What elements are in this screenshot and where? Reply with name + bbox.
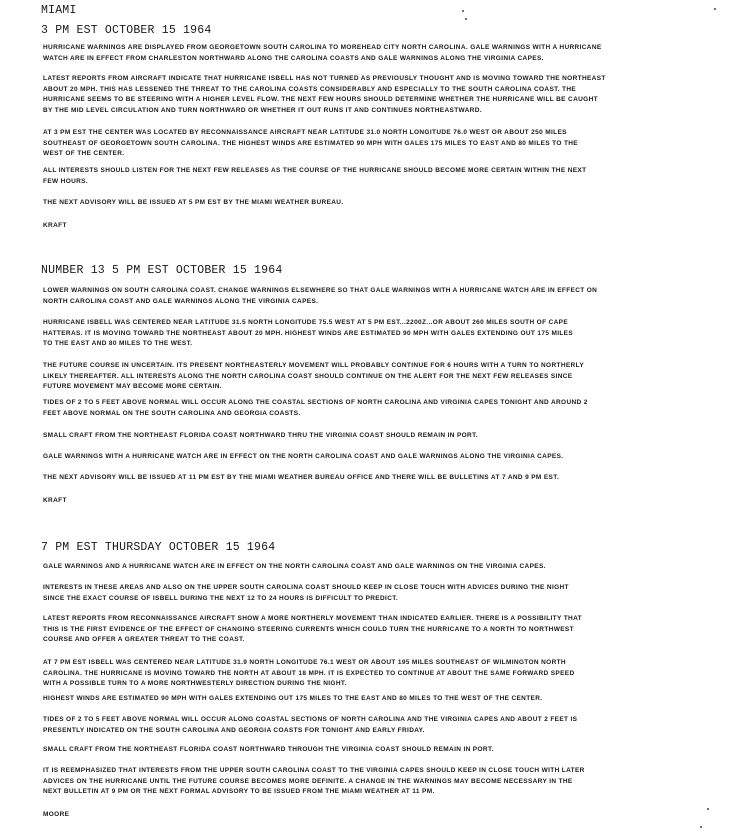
scan-speck <box>714 8 716 10</box>
bulletin-3-para-8: IT IS REEMPHASIZED THAT INTERESTS FROM THE UPPER SOUTH CAROLINA COAST TO THE VIRGINIA CAPES SHOULD KEEP IN CLOSE TOUCH WITH LATER ADVICES ON THE HURRICANE UNTIL THE FUTURE COURSE BECOMES MORE DEFINITE. A CHANGE IN THE WARNINGS MAY BECOME NECESSARY IN THE NEXT BULLETIN AT 9 PM OR THE NEXT FORMAL ADVISORY TO BE ISSUED FROM THE MIAMI WEATHER AT 11 PM. <box>43 767 585 795</box>
bulletin-2-para-6: GALE WARNINGS WITH A HURRICANE WATCH ARE IN EFFECT ON THE NORTH CAROLINA COAST AND GALE WARNINGS ALONG THE VIRGINIA CAPES. <box>43 453 564 460</box>
bulletin-1-para-3: AT 3 PM EST THE CENTER WAS LOCATED BY RECONNAISSANCE AIRCRAFT NEAR LATITUDE 31.0 NORTH LONGITUDE 76.0 WEST OR ABOUT 250 MILES SOUTHEAST OF GEORGETOWN SOUTH CAROLINA. THE HIGHEST WINDS ARE ESTIMATED 90 MPH WITH GALES 175 MILES TO EAST AND 80 MILES TO THE WEST OF THE CENTER. <box>43 129 578 157</box>
bulletin-2-para-5: SMALL CRAFT FROM THE NORTHEAST FLORIDA COAST NORTHWARD THRU THE VIRGINIA COAST SHOULD REMAIN IN PORT. <box>43 432 478 439</box>
bulletin-3-signature: MOORE <box>43 811 70 818</box>
bulletin-3-para-3: LATEST REPORTS FROM RECONNAISSANCE AIRCRAFT SHOW A MORE NORTHERLY MOVEMENT THAN INDICATED EARLIER. THERE IS A POSSIBILITY THAT THIS IS THE FIRST EVIDENCE OF THE EFFECT OF CHANGING STEERING CURRENTS WHICH COULD TURN THE HURRICANE TO A NORTH TO NORTHWEST COURSE AND OFFER A GREATER THREAT TO THE COAST. <box>43 615 582 643</box>
bulletin-1-para-5: THE NEXT ADVISORY WILL BE ISSUED AT 5 PM EST BY THE MIAMI WEATHER BUREAU. <box>43 199 344 206</box>
bulletin-1-para-4: ALL INTERESTS SHOULD LISTEN FOR THE NEXT FEW RELEASES AS THE COURSE OF THE HURRICANE SHOULD BECOME MORE CERTAIN WITHIN THE NEXT FEW HOURS. <box>43 167 587 185</box>
bulletin-3-para-7: SMALL CRAFT FROM THE NORTHEAST FLORIDA COAST NORTHWARD THROUGH THE VIRGINIA COAST SHOULD REMAIN IN PORT. <box>43 746 494 753</box>
bulletin-2-para-3: THE FUTURE COURSE IN UNCERTAIN. ITS PRESENT NORTHEASTERLY MOVEMENT WILL PROBABLY CONTINUE FOR 6 HOURS WITH A TURN TO NORTHERLY LIKELY THEREAFTER. ALL INTERESTS ALONG THE NORTH CAROLINA COAST SHOULD CONTINUE ON THE ALERT FOR THE NEXT FEW RELEASES SINCE FUTURE MOVEMENT MAY BECOME MORE CERTAIN. <box>43 362 585 390</box>
bulletin-3-para-1: GALE WARNINGS AND A HURRICANE WATCH ARE IN EFFECT ON THE NORTH CAROLINA COAST AND GALE WARNINGS ON THE VIRGINIA CAPES. <box>43 563 546 570</box>
bulletin-2-para-7: THE NEXT ADVISORY WILL BE ISSUED AT 11 PM EST BY THE MIAMI WEATHER BUREAU OFFICE AND THERE WILL BE BULLETINS AT 7 AND 9 PM EST. <box>43 474 559 481</box>
bulletin-3-para-2: INTERESTS IN THESE AREAS AND ALSO ON THE UPPER SOUTH CAROLINA COAST SHOULD KEEP IN CLOSE TOUCH WITH ADVICES DURING THE NIGHT SINCE THE EXACT COURSE OF ISBELL DURING THE NEXT 12 TO 24 HOURS IS DIFFICULT TO PREDICT. <box>43 584 569 602</box>
bulletin-2-para-2: HURRICANE ISBELL WAS CENTERED NEAR LATITUDE 31.5 NORTH LONGITUDE 75.5 WEST AT 5 PM EST...2200Z...OR ABOUT 260 MILES SOUTH OF CAPE HATTERAS. IT IS MOVING TOWARD THE NORTHEAST ABOUT 20 MPH. HIGHEST WINDS ARE ESTIMATED 90 MPH WITH GALES EXTENDING OUT 175 MILES TO THE EAST AND 80 MILES TO THE WEST. <box>43 319 574 347</box>
bulletin-1-signature: KRAFT <box>43 222 67 229</box>
scan-speck <box>700 826 702 828</box>
bulletin-3-para-4: AT 7 PM EST ISBELL WAS CENTERED NEAR LATITUDE 31.9 NORTH LONGITUDE 76.1 WEST OR ABOUT 195 MILES SOUTHEAST OF WILMINGTON NORTH CAROLINA. THE HURRICANE IS MOVING TOWARD THE NORTH AT ABOUT 18 MPH. IT IS EXPECTED TO CONTINUE AT ABOUT THE SAME FORWARD SPEED WITH A POSSIBLE TURN TO A MORE NORTHWESTERLY DIRECTION DURING THE NIGHT. <box>43 659 575 687</box>
scan-speck <box>465 18 467 20</box>
scan-speck <box>462 10 464 12</box>
station-name: MIAMI <box>41 4 77 17</box>
bulletin-3-para-6: TIDES OF 2 TO 5 FEET ABOVE NORMAL WILL OCCUR ALONG COASTAL SECTIONS OF NORTH CAROLINA AND THE VIRGINIA CAPES AND ABOUT 2 FEET IS PRESENTLY INDICATED ON THE SOUTH CAROLINA AND GEORGIA COASTS FOR TONIGHT AND EARLY FRIDAY. <box>43 716 578 734</box>
bulletin-2-heading: NUMBER 13 5 PM EST OCTOBER 15 1964 <box>41 264 283 277</box>
bulletin-2-para-4: TIDES OF 2 TO 5 FEET ABOVE NORMAL WILL OCCUR ALONG THE COASTAL SECTIONS OF NORTH CAROLINA AND VIRGINIA CAPES TONIGHT AND AROUND 2 FEET ABOVE NORMAL ON THE SOUTH CAROLINA AND GEORGIA COASTS. <box>43 399 588 417</box>
scan-speck <box>707 808 709 810</box>
bulletin-2-signature: KRAFT <box>43 497 67 504</box>
bulletin-1-para-2: LATEST REPORTS FROM AIRCRAFT INDICATE THAT HURRICANE ISBELL HAS NOT TURNED AS PREVIOUSLY THOUGHT AND IS MOVING TOWARD THE NORTHEAST ABOUT 20 MPH. THIS HAS LESSENED THE THREAT TO THE CAROLINA COASTS CONSIDERABLY AND ESPECIALLY TO THE SOUTH CAROLINA COAST. THE HURRICANE SEEMS TO BE STEERING WITH A HIGHER LEVEL FLOW. THE NEXT FEW HOURS SHOULD DETERMINE WHETHER THE HURRICANE WILL BE CAUGHT BY THE MID LEVEL CIRCULATION AND TURN NORTHWARD OR WHETHER IT OUT RUNS IT AND CONTINUES NORTHEASTWARD. <box>43 75 606 114</box>
bulletin-1-para-1: HURRICANE WARNINGS ARE DISPLAYED FROM GEORGETOWN SOUTH CAROLINA TO MOREHEAD CITY NORTH CAROLINA. GALE WARNINGS WITH A HURRICANE WATCH ARE IN EFFECT FROM CHARLESTON NORTHWARD ALONG THE CAROLINA COASTS AND GALE WARNINGS ALONG THE VIRGINIA CAPES. <box>43 44 602 62</box>
bulletin-1-heading: 3 PM EST OCTOBER 15 1964 <box>41 24 212 37</box>
bulletin-3-para-5: HIGHEST WINDS ARE ESTIMATED 90 MPH WITH GALES EXTENDING OUT 175 MILES TO THE EAST AND 80 MILES TO THE WEST OF THE CENTER. <box>43 695 543 702</box>
bulletin-3-heading: 7 PM EST THURSDAY OCTOBER 15 1964 <box>41 541 276 554</box>
bulletin-2-para-1: LOWER WARNINGS ON SOUTH CAROLINA COAST. CHANGE WARNINGS ELSEWHERE SO THAT GALE WARNINGS WITH A HURRICANE WATCH ARE IN EFFECT ON NORTH CAROLINA COAST AND GALE WARNINGS ALONG THE VIRGINIA CAPES. <box>43 287 598 305</box>
